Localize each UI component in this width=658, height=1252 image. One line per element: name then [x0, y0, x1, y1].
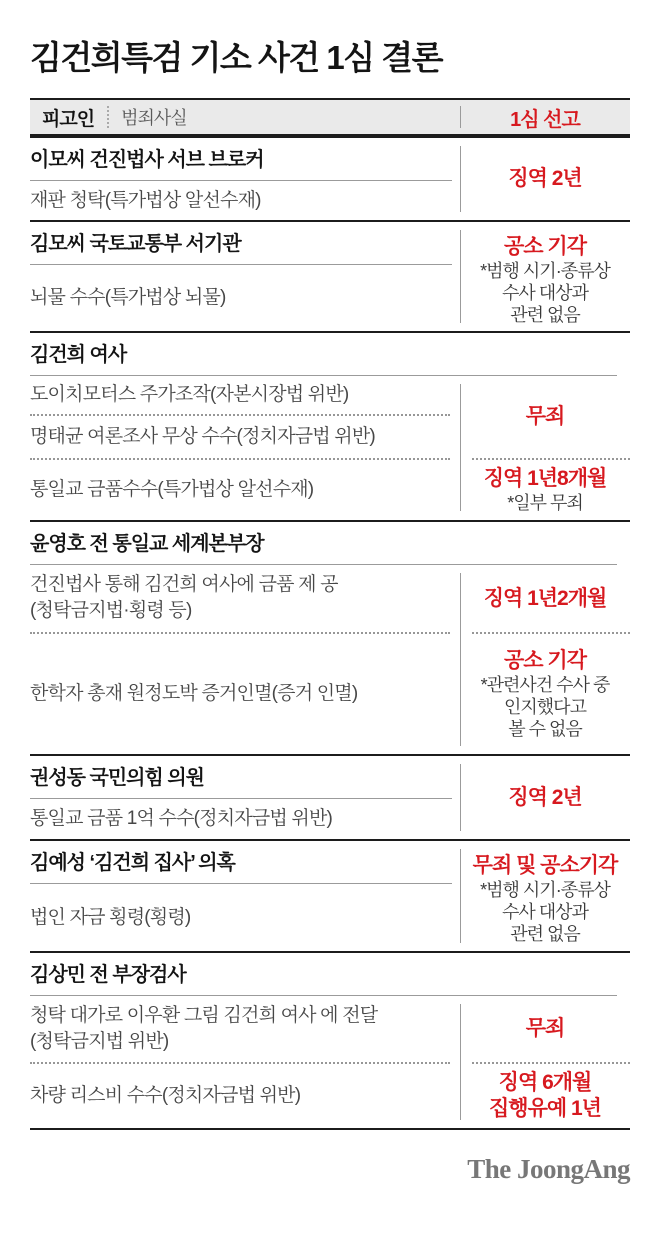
charge-row	[30, 884, 460, 951]
verdict-text: 공소 기각	[504, 235, 586, 258]
charge-row	[30, 799, 460, 839]
charge-row	[30, 1064, 460, 1128]
verdict-note: 볼 수 없음	[508, 719, 582, 739]
verdict-column	[460, 996, 630, 1128]
charge-row	[30, 996, 460, 1062]
defendant-name: 김예성 ‘김건희 집사’ 의혹	[30, 852, 235, 874]
defendant-section-kim-sangmin	[30, 951, 630, 1128]
charge-text: 한학자 총재 원정도박 증거인멸(증거 인멸)	[30, 683, 358, 704]
charge-row	[30, 634, 460, 754]
verdict-note: *범행 시기·종류상	[480, 880, 610, 900]
section-rows	[30, 565, 630, 754]
verdict-text: 징역 2년	[508, 167, 582, 190]
verdict-cell	[460, 565, 630, 632]
defendant-section-kim-motc	[30, 220, 630, 331]
verdict-column	[460, 841, 630, 951]
verdict-column	[460, 376, 630, 519]
section-left-column	[30, 756, 460, 839]
verdict-note: *관련사건 수사 중	[480, 675, 610, 695]
verdict-column-header: 1심 선고	[510, 108, 580, 131]
charge-row	[30, 376, 460, 414]
charge-line: 건진법사 통해 김건희 여사에 금품 제 공	[30, 574, 338, 595]
verdict-cell	[460, 634, 630, 754]
table-header-left	[30, 100, 460, 134]
section-left-column	[30, 138, 460, 220]
defendant-section-kim-keonhee	[30, 331, 630, 520]
defendant-section-kwon-seongdong	[30, 754, 630, 839]
defendant-name: 김모씨 국토교통부 서기관	[30, 233, 241, 255]
charge-row	[30, 181, 460, 220]
verdict-text: 징역 6개월	[498, 1071, 592, 1094]
charge-text: 통일교 금품수수(특가법상 알선수재)	[30, 478, 314, 500]
charge-row	[30, 416, 460, 458]
section-left-column	[30, 841, 460, 951]
verdict-cell	[460, 756, 630, 839]
defendant-name: 윤영호 전 통일교 세계본부장	[30, 533, 264, 555]
charge-text: 통일교 금품 1억 수수(정치자금법 위반)	[30, 808, 333, 829]
verdict-cell	[460, 222, 630, 326]
section-rows	[30, 376, 630, 519]
verdict-text: 집행유예 1년	[489, 1097, 601, 1120]
infographic	[30, 38, 630, 1185]
verdict-note: *일부 무죄	[507, 492, 583, 513]
charge-row	[30, 460, 460, 519]
charge-text	[30, 572, 338, 624]
charge-text	[30, 1003, 377, 1055]
section-left-column	[30, 996, 460, 1128]
verdict-text: 공소 기각	[504, 649, 586, 672]
defendant-section-yoon-youngho	[30, 520, 630, 754]
defendant-name: 김상민 전 부장검사	[30, 964, 186, 986]
section-left-column	[30, 222, 460, 331]
defendant-section-lee	[30, 136, 630, 220]
defendant-name: 이모씨 건진법사 서브 브로커	[30, 149, 264, 171]
verdict-cell	[460, 138, 630, 220]
table-header-right	[460, 100, 630, 134]
charge-text: 명태균 여론조사 무상 수수(정치자금법 위반)	[30, 426, 375, 447]
verdict-text: 무죄	[525, 1017, 565, 1040]
defendant-name: 김건희 여사	[30, 344, 127, 366]
section-left-column	[30, 376, 460, 519]
charge-text: 재판 청탁(특가법상 알선수재)	[30, 189, 261, 211]
charge-line: 청탁 대가로 이우환 그림 김건희 여사 에 전달	[30, 1005, 378, 1026]
verdict-note: 수사 대상과	[502, 902, 588, 922]
charge-text: 뇌물 수수(특가법상 뇌물)	[30, 287, 226, 308]
table-header	[30, 98, 630, 136]
verdict-cell	[460, 841, 630, 945]
charge-line: (청탁금지법·횡령 등)	[30, 600, 192, 621]
section-left-column	[30, 565, 460, 754]
verdict-text: 무죄 및 공소기각	[472, 854, 618, 877]
verdict-note: 수사 대상과	[502, 283, 588, 303]
charge-text: 차량 리스비 수수(정치자금법 위반)	[30, 1085, 301, 1106]
page-title: 김건희특검 기소 사건 1심 결론	[30, 39, 443, 76]
verdict-text: 무죄	[525, 405, 565, 428]
facts-column-header: 범죄사실	[121, 108, 187, 128]
verdict-note: *범행 시기·종류상	[480, 261, 610, 281]
verdict-text: 징역 2년	[508, 785, 582, 809]
section-rows	[30, 996, 630, 1128]
defendant-column-header: 피고인	[42, 108, 95, 130]
verdict-column	[460, 222, 630, 331]
charge-line: (청탁금지법 위반)	[30, 1031, 169, 1052]
table-bottom-rule	[30, 1128, 630, 1130]
charge-row	[30, 265, 460, 331]
charge-row	[30, 565, 460, 632]
verdict-cell	[460, 376, 630, 458]
verdict-cell	[460, 996, 630, 1062]
brand-logo: The JoongAng	[467, 1154, 630, 1184]
defendant-section-kim-yeseong	[30, 839, 630, 951]
charge-text: 법인 자금 횡령(횡령)	[30, 906, 191, 928]
charge-text: 도이치모터스 주가조작(자본시장법 위반)	[30, 384, 349, 405]
verdict-column	[460, 565, 630, 754]
verdict-note: 인지했다고	[504, 697, 586, 717]
dotted-separator	[107, 106, 109, 128]
verdict-column	[460, 138, 630, 220]
verdict-note: 관련 없음	[510, 924, 580, 944]
verdict-text: 징역 1년8개월	[483, 466, 607, 490]
verdict-text: 징역 1년2개월	[483, 586, 607, 610]
verdict-note: 관련 없음	[510, 305, 580, 325]
verdict-cell	[460, 1064, 630, 1128]
verdict-column	[460, 756, 630, 839]
verdict-cell	[460, 460, 630, 519]
defendant-name: 권성동 국민의힘 의원	[30, 767, 204, 789]
